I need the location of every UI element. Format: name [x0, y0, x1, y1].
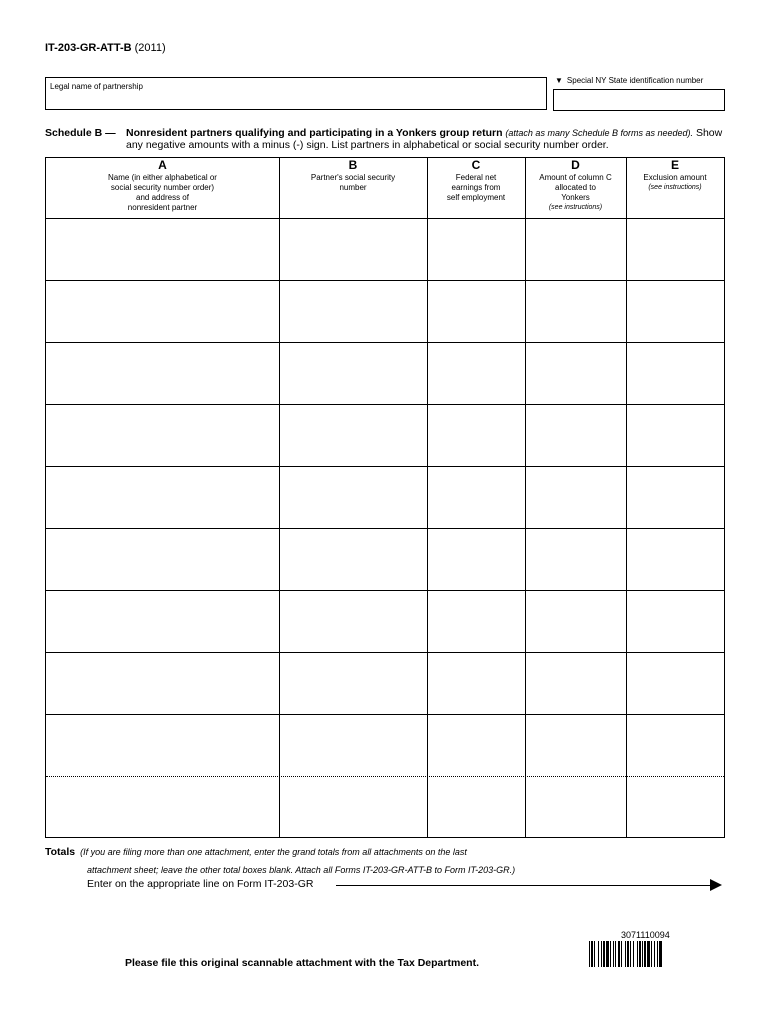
column-letter-a: A	[158, 158, 167, 172]
table-cell-c[interactable]	[427, 342, 525, 404]
column-note: (see instructions)	[648, 184, 702, 191]
column-desc-line: Exclusion amount	[643, 173, 707, 182]
table-cell-c[interactable]	[427, 590, 525, 652]
table-cell-e[interactable]	[626, 714, 724, 776]
table-cell-b[interactable]	[279, 218, 427, 280]
special-id-label-wrap	[555, 76, 703, 85]
table-cell-d[interactable]	[525, 466, 626, 528]
table-cell-e[interactable]	[626, 528, 724, 590]
schedule-instructions: Show any negative amounts with a minus (-) sign. List partners in alphabetical or social security number order.	[126, 127, 723, 151]
table-cell-c[interactable]	[427, 280, 525, 342]
leader-line	[336, 885, 712, 886]
form-year: (2011)	[134, 42, 166, 54]
table-cell-b[interactable]	[279, 404, 427, 466]
table-cell-a[interactable]	[46, 466, 279, 528]
table-cell-b[interactable]	[279, 342, 427, 404]
column-desc-line: Federal net	[455, 173, 497, 182]
table-cell-a[interactable]	[46, 528, 279, 590]
arrow-right-icon	[710, 879, 722, 891]
table-cell-e[interactable]	[626, 776, 724, 838]
table-cell-b[interactable]	[279, 776, 427, 838]
table-cell-d[interactable]	[525, 714, 626, 776]
barcode-bar	[662, 941, 663, 967]
column-desc-a	[46, 173, 279, 213]
legal-name-field[interactable]	[45, 77, 547, 110]
totals-note-line1: (If you are filing more than one attachment, enter the grand totals from all attachments on the last	[80, 847, 467, 857]
table-cell-e[interactable]	[626, 342, 724, 404]
schedule-paren-note: (attach as many Schedule B forms as needed).	[505, 128, 694, 138]
table-cell-d[interactable]	[525, 590, 626, 652]
schedule-heading	[45, 127, 730, 151]
form-number: IT-203-GR-ATT-B	[45, 42, 132, 54]
barcode-number: 3071110094	[621, 930, 670, 940]
column-desc-line: nonresident partner	[127, 203, 198, 212]
table-cell-b[interactable]	[279, 280, 427, 342]
triangle-down-icon: ▼	[555, 76, 563, 85]
special-id-field[interactable]	[553, 89, 725, 111]
enter-line-text: Enter on the appropriate line on Form IT-203-GR	[87, 878, 314, 890]
table-cell-d[interactable]	[525, 776, 626, 838]
table-cell-a[interactable]	[46, 218, 279, 280]
table-cell-e[interactable]	[626, 652, 724, 714]
table-cell-d[interactable]	[525, 342, 626, 404]
column-note: (see instructions)	[548, 204, 603, 211]
totals-label: Totals	[45, 846, 76, 858]
column-desc-line: Partner's social security	[310, 173, 396, 182]
table-cell-d[interactable]	[525, 652, 626, 714]
totals-section	[45, 843, 725, 879]
column-letter-e: E	[670, 158, 679, 172]
table-cell-c[interactable]	[427, 652, 525, 714]
totals-note-line2: attachment sheet; leave the other total boxes blank. Attach all Forms IT-203-GR-ATT-B to Form IT-203-GR.)	[87, 865, 516, 875]
schedule-lead: Schedule B —	[45, 127, 116, 139]
column-letter-b: B	[348, 158, 358, 172]
table-cell-a[interactable]	[46, 714, 279, 776]
column-desc-line: social security number order)	[110, 183, 215, 192]
table-cell-a[interactable]	[46, 342, 279, 404]
table-cell-d[interactable]	[525, 404, 626, 466]
column-desc-e	[626, 173, 724, 193]
table-cell-a[interactable]	[46, 404, 279, 466]
column-letter-d: D	[571, 158, 580, 172]
table-cell-c[interactable]	[427, 776, 525, 838]
table-cell-c[interactable]	[427, 404, 525, 466]
column-desc-line: Amount of column C	[539, 173, 612, 182]
legal-name-label: Legal name of partnership	[50, 82, 143, 91]
table-cell-e[interactable]	[626, 404, 724, 466]
table-cell-c[interactable]	[427, 714, 525, 776]
column-desc-line: and address of	[136, 193, 189, 202]
column-desc-d	[525, 173, 626, 213]
table-cell-c[interactable]	[427, 466, 525, 528]
column-desc-line: allocated to	[555, 183, 596, 192]
column-desc-line: earnings from	[451, 183, 501, 192]
column-desc-line: Name (in either alphabetical or	[108, 173, 217, 182]
table-cell-b[interactable]	[279, 590, 427, 652]
table-cell-e[interactable]	[626, 590, 724, 652]
barcode	[589, 941, 714, 967]
table-cell-b[interactable]	[279, 466, 427, 528]
footer-notice: Please file this original scannable attachment with the Tax Department.	[125, 957, 479, 969]
column-desc-line: Yonkers	[561, 193, 590, 202]
table-cell-e[interactable]	[626, 466, 724, 528]
table-cell-e[interactable]	[626, 218, 724, 280]
column-letter-c: C	[471, 158, 481, 172]
schedule-title: Nonresident partners qualifying and participating in a Yonkers group return	[126, 127, 503, 139]
table-cell-e[interactable]	[626, 280, 724, 342]
column-desc-line: number	[339, 183, 367, 192]
table-cell-a[interactable]	[46, 652, 279, 714]
column-desc-b	[279, 173, 427, 193]
column-desc-line: self employment	[446, 193, 506, 202]
table-cell-d[interactable]	[525, 280, 626, 342]
table-cell-a[interactable]	[46, 590, 279, 652]
table-cell-b[interactable]	[279, 714, 427, 776]
table-cell-b[interactable]	[279, 528, 427, 590]
table-cell-b[interactable]	[279, 652, 427, 714]
column-desc-c	[427, 173, 525, 203]
table-cell-c[interactable]	[427, 528, 525, 590]
table-cell-d[interactable]	[525, 218, 626, 280]
table-cell-c[interactable]	[427, 218, 525, 280]
special-id-label: Special NY State identification number	[566, 76, 704, 85]
form-identifier	[45, 42, 166, 54]
table-cell-d[interactable]	[525, 528, 626, 590]
table-cell-a[interactable]	[46, 776, 279, 838]
table-cell-a[interactable]	[46, 280, 279, 342]
partners-table	[45, 157, 725, 838]
